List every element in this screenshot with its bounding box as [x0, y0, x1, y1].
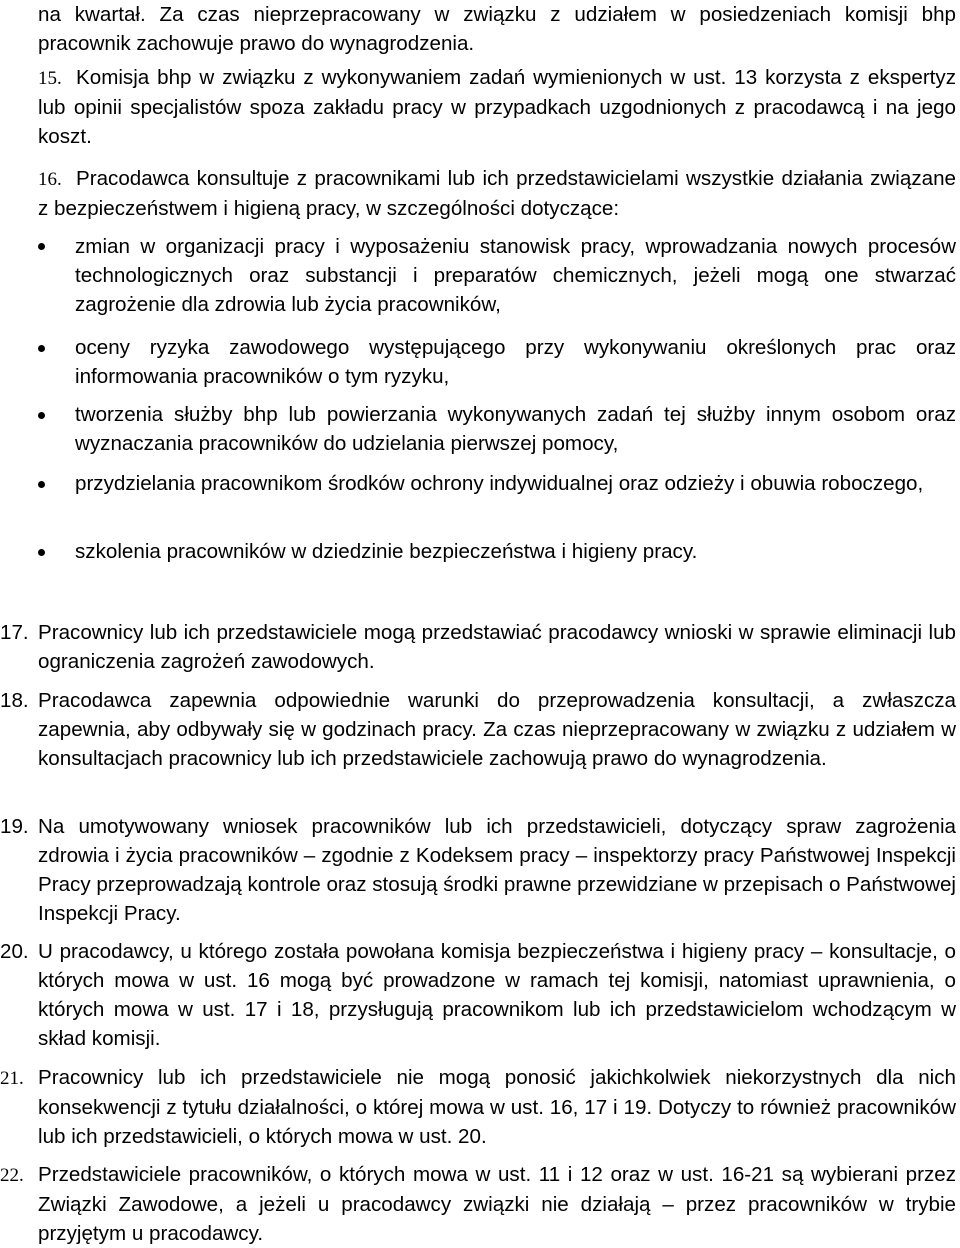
paragraph-number: 16. [38, 169, 62, 190]
paragraph-text: Pracownicy lub ich przedstawiciele nie mogą ponosić jakichkolwiek niekorzystnych dla nich konsekwencji z tytułu działalności, o której mowa w ust. 16, 17 i 19. Dotyczy to również pracowników lub ich przedstawicieli, o których mowa w ust. 20. [38, 1066, 956, 1148]
list-item [75, 232, 956, 319]
paragraph-18 [0, 686, 956, 773]
bullet-icon [38, 549, 46, 557]
paragraph-text: U pracodawcy, u którego została powołana komisja bezpieczeństwa i higieny pracy – konsultacje, o których mowa w ust. 16 mogą być prowadzone w ramach tej komisji, natomiast uprawnienia, o których mowa w ust. 17 i 18, przysługują pracownikom lub ich przedstawicielom wchodzącym w skład komisji. [38, 940, 956, 1050]
bullet-icon [38, 243, 46, 251]
paragraph-text: Pracodawca zapewnia odpowiednie warunki do przeprowadzenia konsultacji, a zwłaszcza zapewnia, aby odbywały się w godzinach pracy. Za czas nieprzepracowany w związku z udziałem w konsultacjach pracownicy lub ich przedstawiciele zachowują prawo do wynagrodzenia. [38, 689, 956, 770]
paragraph-number: 21. [0, 1068, 24, 1089]
paragraph-text: Pracownicy lub ich przedstawiciele mogą przedstawiać pracodawcy wnioski w sprawie eliminacji lub ograniczenia zagrożeń zawodowych. [38, 621, 956, 673]
paragraph-text: na kwartał. Za czas nieprzepracowany w związku z udziałem w posiedzeniach komisji bhp pracownik zachowuje prawo do wynagrodzenia. [38, 3, 956, 55]
paragraph-20 [0, 937, 956, 1053]
paragraph-19 [0, 812, 957, 928]
bullet-icon [38, 481, 46, 489]
paragraph-text: Na umotywowany wniosek pracowników lub ich przedstawicieli, dotyczący spraw zagrożenia zdrowia i życia pracowników – zgodnie z Kodeksem pracy – inspektorzy pracy Państwowej Inspekcji Pracy przeprowadzają kontrole oraz stosują środki prawne przewidziane w przepisach o Państwowej Inspekcji Pracy. [38, 815, 957, 925]
list-item [75, 333, 956, 391]
paragraph-text: Przedstawiciele pracowników, o których mowa w ust. 11 i 12 oraz w ust. 16-21 są wybierani przez Związki Zawodowe, a jeżeli u pracodawcy związki nie działają – przez pracowników w trybie przyjętym u pracodawcy. [38, 1163, 956, 1245]
paragraph-number: 17. [0, 621, 29, 644]
list-item [75, 537, 956, 566]
paragraph-16 [38, 164, 956, 223]
list-item-text: oceny ryzyka zawodowego występującego przy wykonywaniu określonych prac oraz informowania pracowników o tym ryzyku, [75, 336, 956, 388]
paragraph-22 [0, 1160, 956, 1248]
bullet-icon [38, 412, 46, 420]
paragraph-number: 20. [0, 940, 29, 963]
paragraph-number: 18. [0, 689, 29, 712]
list-item [75, 469, 956, 498]
paragraph-number: 22. [0, 1165, 24, 1186]
paragraph-17 [0, 618, 956, 676]
list-item-text: szkolenia pracowników w dziedzinie bezpieczeństwa i higieny pracy. [75, 540, 698, 563]
list-item-text: tworzenia służby bhp lub powierzania wykonywanych zadań tej służby innym osobom oraz wyznaczania pracowników do udzielania pierwszej pomocy, [75, 403, 956, 455]
list-item [75, 400, 956, 458]
paragraph-text: Komisja bhp w związku z wykonywaniem zadań wymienionych w ust. 13 korzysta z ekspertyz lub opinii specjalistów spoza zakładu pracy w przypadkach uzgodnionych z pracodawcą i na jego koszt. [38, 66, 956, 148]
paragraph-21 [0, 1063, 956, 1151]
paragraph-text: Pracodawca konsultuje z pracownikami lub ich przedstawicielami wszystkie działania związane z bezpieczeństwem i higieną pracy, w szczególności dotyczące: [38, 167, 956, 220]
paragraph-number: 15. [38, 68, 62, 89]
list-item-text: zmian w organizacji pracy i wyposażeniu stanowisk pracy, wprowadzania nowych procesów technologicznych oraz substancji i preparatów chemicznych, jeżeli mogą one stwarzać zagrożenie dla zdrowia lub życia pracowników, [75, 235, 956, 316]
bullet-icon [38, 345, 46, 353]
paragraph-15 [38, 63, 956, 151]
paragraph-number: 19. [0, 815, 29, 838]
list-item-text: przydzielania pracownikom środków ochrony indywidualnej oraz odzieży i obuwia roboczego, [75, 472, 924, 495]
continuation-paragraph [38, 0, 956, 58]
